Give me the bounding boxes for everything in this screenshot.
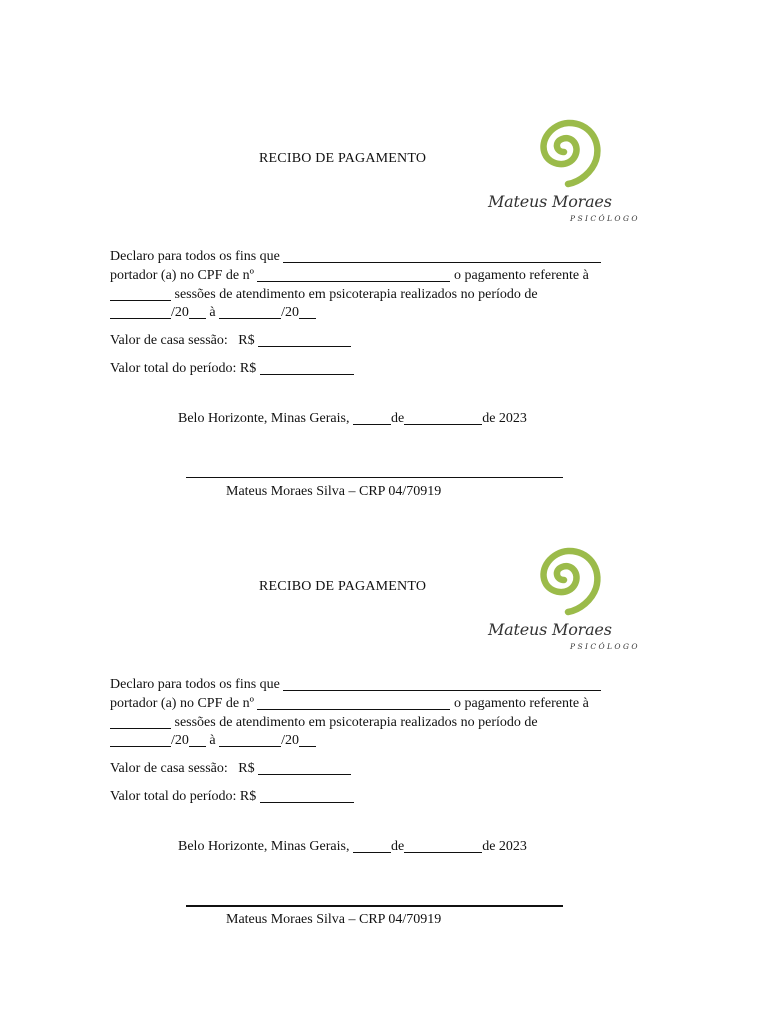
declaration-line-2 [110,267,589,284]
receipt-title: RECIBO DE PAGAMENTO [259,151,427,166]
sessions-text: sessões de atendimento em psicoterapia realizados no período de [174,287,538,302]
currency-label: R$ [239,789,257,804]
end-date-blank[interactable] [219,304,281,319]
signature-name: Mateus Moraes Silva – CRP 04/70919 [226,912,442,927]
end-year-blank[interactable] [299,732,316,747]
start-year-blank[interactable] [189,304,206,319]
date-location: Belo Horizonte, Minas Gerais, [178,839,350,854]
signature-name: Mateus Moraes Silva – CRP 04/70919 [226,484,442,499]
date-de: de [390,411,405,426]
valor-sessao-label: Valor de casa sessão: [110,333,228,348]
valor-sessao-line [110,332,351,349]
month-blank[interactable] [404,410,482,425]
sessions-count-blank[interactable] [110,286,171,301]
end-year-prefix: /20 [281,305,299,320]
sessions-count-blank[interactable] [110,714,171,729]
sessions-text: sessões de atendimento em psicoterapia realizados no período de [174,715,538,730]
valor-sessao-blank[interactable] [258,760,351,775]
declaration-text: Declaro para todos os fins que [110,249,280,264]
declaration-line-2 [110,695,589,712]
payment-ref-text: o pagamento referente à [453,696,589,711]
day-blank[interactable] [353,410,391,425]
to-text: à [209,305,216,320]
receipt-2 [0,428,768,927]
day-blank[interactable] [353,838,391,853]
name-blank[interactable] [283,676,601,691]
declaration-line-3 [110,286,538,303]
start-date-blank[interactable] [110,304,171,319]
end-year-prefix: /20 [281,733,299,748]
signature-line [186,905,563,907]
valor-total-label: Valor total do período: [110,361,237,376]
end-date-blank[interactable] [219,732,281,747]
date-de: de [390,839,405,854]
date-year: de 2023 [482,411,527,426]
receipt-title: RECIBO DE PAGAMENTO [259,579,427,594]
valor-sessao-blank[interactable] [258,332,351,347]
start-date-blank[interactable] [110,732,171,747]
valor-sessao-line [110,760,351,777]
logo-subtitle: PSICÓLOGO [570,642,640,651]
declaration-line-4 [110,732,316,749]
valor-sessao-label: Valor de casa sessão: [110,761,228,776]
declaration-line-1 [110,248,601,265]
spiral-logo-icon [484,540,644,620]
receipt-1 [0,0,768,499]
declaration-line-1 [110,676,601,693]
declaration-line-4 [110,304,316,321]
declaration-text: Declaro para todos os fins que [110,677,280,692]
cpf-label: portador (a) no CPF de nº [110,696,254,711]
date-location: Belo Horizonte, Minas Gerais, [178,411,350,426]
logo-subtitle: PSICÓLOGO [570,214,640,223]
end-year-blank[interactable] [299,304,316,319]
logo [484,112,644,232]
name-blank[interactable] [283,248,601,263]
valor-total-line [110,788,354,805]
date-year: de 2023 [482,839,527,854]
month-blank[interactable] [404,838,482,853]
date-line [178,410,527,427]
spiral-logo-icon [484,112,644,192]
currency-label: R$ [239,361,257,376]
logo [484,540,644,660]
valor-total-blank[interactable] [260,788,354,803]
valor-total-label: Valor total do período: [110,789,237,804]
cpf-blank[interactable] [257,695,450,710]
logo-name: Mateus Moraes [488,192,612,211]
logo-name: Mateus Moraes [488,620,612,639]
currency-label: R$ [238,761,255,776]
start-year-blank[interactable] [189,732,206,747]
to-text: à [209,733,216,748]
declaration-line-3 [110,714,538,731]
start-year-prefix: /20 [171,305,189,320]
valor-total-blank[interactable] [260,360,354,375]
cpf-blank[interactable] [257,267,450,282]
date-line [178,838,527,855]
valor-total-line [110,360,354,377]
start-year-prefix: /20 [171,733,189,748]
currency-label: R$ [238,333,255,348]
payment-ref-text: o pagamento referente à [453,268,589,283]
cpf-label: portador (a) no CPF de nº [110,268,254,283]
